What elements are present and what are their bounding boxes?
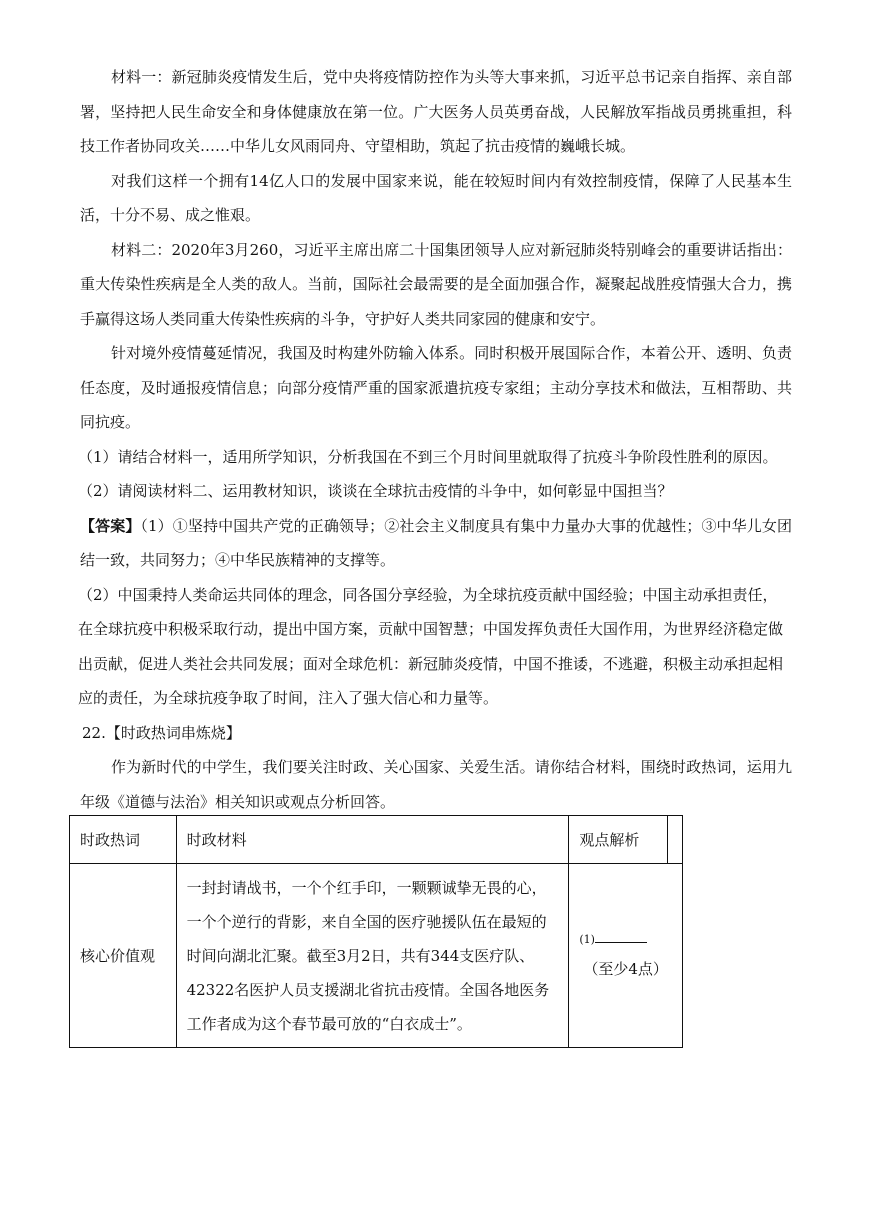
answer-hint: （至少4点） [583,959,668,978]
cell-answer [569,864,683,1048]
table-header-row [70,816,683,864]
header-extra-cell [667,816,682,864]
blank-label: (1) [579,932,595,946]
hot-words-table [69,815,683,1048]
material-two-paragraph: 材料二：2020年3月260，习近平主席出席二十国集团领导人应对新冠肺炎特别峰会的重要讲话指出：重大传染性疾病是全人类的敌人。当前，国际社会最需要的是全面加强合作，凝聚起战胜疫情强大合力，携手赢得这场人类同重大传染性疾病的斗争，守护好人类共同家园的健康和安宁。 [80,240,792,328]
header-hot-word: 时政热词 [70,816,177,864]
answer-blank [579,933,672,946]
table-row [70,864,683,1048]
header-analysis: 观点解析 [569,816,667,864]
material-one-conclusion: 对我们这样一个拥有14亿人口的发展中国家来说，能在较短时间内有效控制疫情，保障了人民基本生活，十分不易、成之惟艰。 [80,171,792,224]
document-body [80,60,792,819]
answer-1 [80,509,792,578]
question-2: （2）请阅读材料二、运用教材知识，谈谈在全球抗击疫情的斗争中，如何彰显中国担当？ [78,482,673,500]
section-22-title [82,716,792,751]
material-one-paragraph: 材料一：新冠肺炎疫情发生后，党中央将疫情防控作为头等大事来抓，习近平总书记亲自指挥、亲自部署，坚持把人民生命安全和身体健康放在第一位。广大医务人员英勇奋战，人民解放军指战员勇挑重担，科技工作者协同攻关……中华儿女风雨同舟、守望相助，筑起了抗击疫情的巍峨长城。 [80,68,792,155]
cell-material: 一封封请战书，一个个红手印，一颗颗诚挚无畏的心，一个个逆行的背影，来自全国的医疗驰援队伍在最短的时间向湖北汇聚。截至3月2日，共有344支医疗队、42322名医护人员支援湖北省抗击疫情。全国各地医务工作者成为这个春节最可放的“白衣成士”。 [176,864,569,1048]
section-22-title-text: 22.【时政热词串炼烧】 [82,723,241,742]
blank-line[interactable] [595,942,647,943]
cell-term: 核心价值观 [70,864,177,1048]
section-22-intro: 作为新时代的中学生，我们要关注时政、关心国家、关爱生活。请你结合材料，围绕时政热词，运用九年级《道德与法治》相关知识或观点分析回答。 [80,758,792,811]
material-two-followup: 针对境外疫情蔓延情况，我国及时构建外防输入体系。同时积极开展国际合作，本着公开、透明、负责任态度，及时通报疫情信息；向部分疫情严重的国家派遣抗疫专家组；主动分享技术和做法，互相帮助、共同抗疫。 [80,344,792,431]
answer-2: （2）中国秉持人类命运共同体的理念，同各国分享经验，为全球抗疫贡献中国经验；中国主动承担责任，在全球抗疫中积极采取行动，提出中国方案，贡献中国智慧；中国发挥负责任大国作用，为世界经济稳定做出贡献，促进人类社会共同发展；面对全球危机：新冠肺炎疫情，中国不推诿，不逃避，积极主动承担起相应的责任，为全球抗疫争取了时间，注入了强大信心和力量等。 [78,585,784,707]
question-1: （1）请结合材料一，适用所学知识，分析我国在不到三个月时间里就取得了抗疫斗争阶段性胜利的原因。 [78,447,778,466]
answer-label: 【答案】 [80,516,141,535]
answer-1-text: （1）①坚持中国共产党的正确领导；②社会主义制度具有集中力量办大事的优越性；③中华儿女团结一致，共同努力；④中华民族精神的支撑等。 [80,516,792,569]
header-material: 时政材料 [176,816,569,864]
